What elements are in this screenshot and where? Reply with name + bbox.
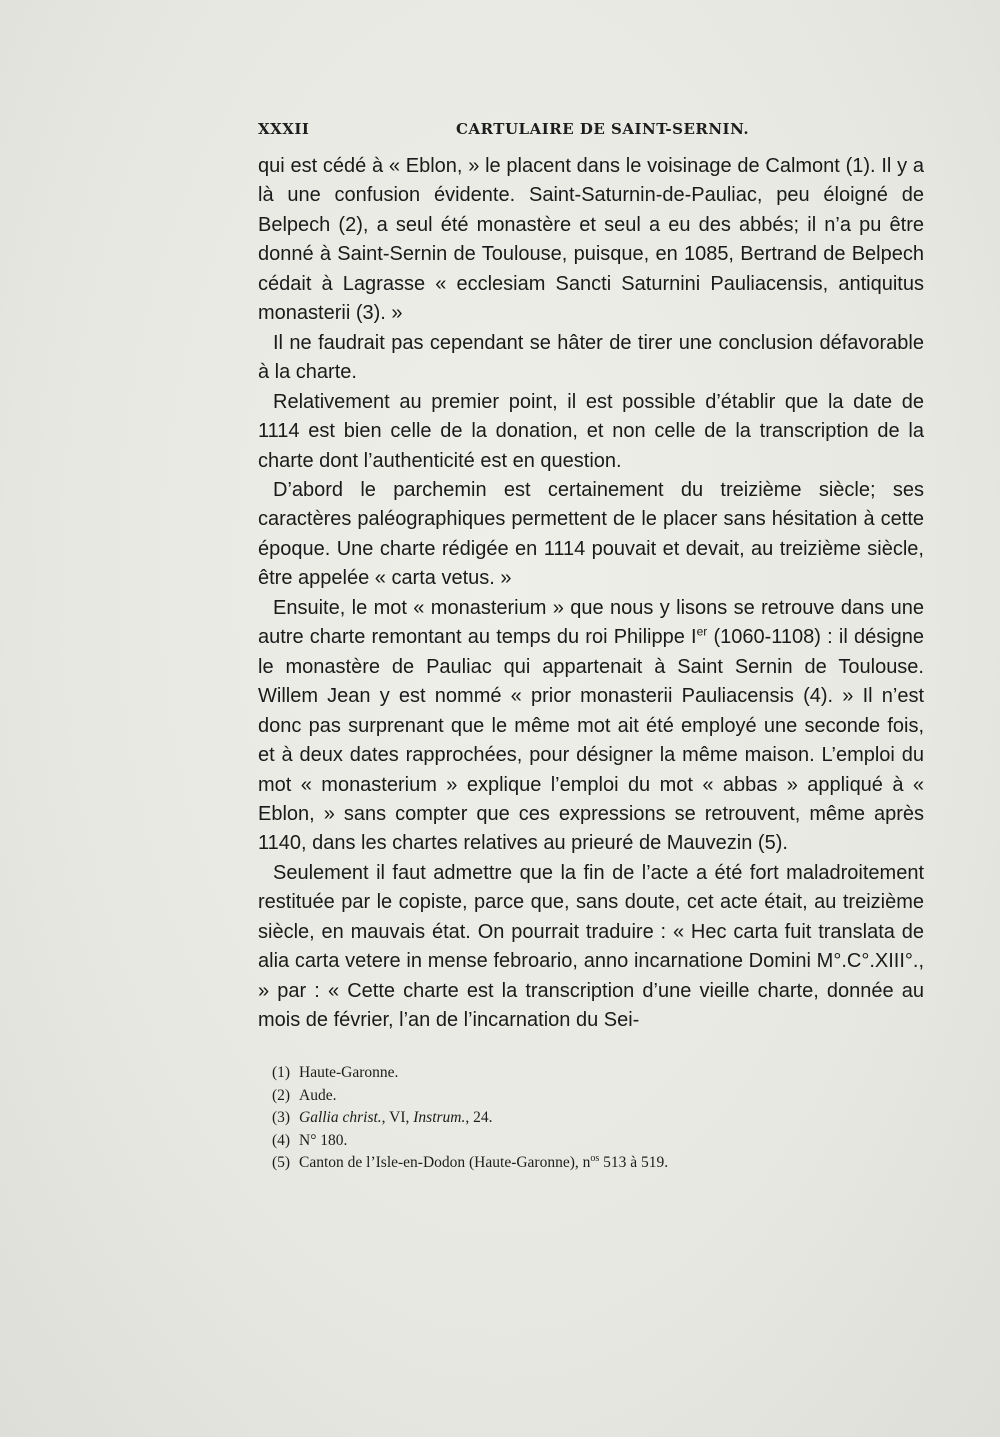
footnote-number: (5) xyxy=(272,1154,291,1171)
folio-number: XXXII xyxy=(258,120,310,138)
footnote-text-end: , 24. xyxy=(465,1109,493,1126)
footnote-text: , VI, xyxy=(381,1109,414,1126)
running-title: CARTULAIRE DE SAINT-SERNIN. xyxy=(456,120,750,138)
footnote-number: (2) xyxy=(272,1086,291,1104)
footnotes xyxy=(272,1062,922,1175)
footnote-number: (3) xyxy=(272,1109,291,1126)
paragraph-3: Relativement au premier point, il est possible d’établir que la date de 1114 est bien celle de la donation, et non celle de la transcription de la charte dont l’authenticité est en question. xyxy=(258,390,924,472)
paragraph-1: qui est cédé à « Eblon, » le placent dans le voisinage de Calmont (1). Il y a là une confusion évidente. Saint-Saturnin-de-Pauliac, peu éloigné de Belpech (2), a seul été monastère et seul a eu des abbés; il n’a pu être donné à Saint-Sernin de Toulouse, puisque, en 1085, Bertrand de Belpech cédait à Lagrasse « ecclesiam Sancti Saturnini Pauliacensis, antiquitus monasterii (3). » xyxy=(258,155,924,325)
footnote-1 xyxy=(272,1062,922,1085)
paragraph-5-part-2: (1060-1108) : il désigne le monastère de Pauliac qui appartenait à Saint Sernin de Toulouse. Willem Jean y est nommé « prior monasterii Pauliacensis (4). » Il n’est donc pas surprenant que le même mot ait été employé une seconde fois, et à deux dates rapprochées, pour désigner la même maison. L’emploi du mot « monasterium » explique l’emploi du mot « abbas » appliqué à « Eblon, » sans compter que ces expressions se retrouvent, même après 1140, dans les chartes relatives au prieuré de Mauvezin (5). xyxy=(258,626,925,855)
footnote-text-end: 513 à 519. xyxy=(599,1154,669,1171)
paragraph-4: D’abord le parchemin est certainement du treizième siècle; ses caractères paléographiques permettent de le placer sans hésitation à cette époque. Une charte rédigée en 1114 pouvait et devait, au treizième siècle, être appelée « carta vetus. » xyxy=(258,478,924,590)
footnote-4 xyxy=(272,1130,922,1153)
page-header xyxy=(258,120,924,144)
footnote-italic-section: Instrum. xyxy=(413,1109,466,1126)
main-text xyxy=(258,152,924,1036)
footnote-italic-title: Gallia christ. xyxy=(299,1109,382,1126)
paragraph-5-part-1: Ensuite, le mot « monasterium » que nous y lisons se retrouve dans une autre charte remontant au temps du roi Philippe I xyxy=(258,596,924,649)
footnote-text: Haute-Garonne. xyxy=(299,1064,399,1081)
footnote-3 xyxy=(272,1107,922,1130)
footnote-2 xyxy=(272,1085,922,1108)
paragraph-6: Seulement il faut admettre que la fin de l’acte a été fort maladroitement restituée par le copiste, parce que, sans doute, cet acte était, au treizième siècle, en mauvais état. On pourrait traduire : « Hec carta fuit translata de alia carta vetere in mense febroario, anno incarnatione Domini M°.C°.XIII°., » par : « Cette charte est la transcription d’une vieille charte, donnée au mois de février, l’an de l’incarnation du Sei- xyxy=(258,861,924,1032)
footnote-text: N° 180. xyxy=(299,1131,348,1149)
paragraph-2: Il ne faudrait pas cependant se hâter de tirer une conclusion défavorable à la charte. xyxy=(258,331,924,384)
footnote-number: (1) xyxy=(272,1064,291,1081)
footnote-text: Aude. xyxy=(299,1086,337,1104)
footnote-superscript: os xyxy=(590,1152,600,1164)
footnote-number: (4) xyxy=(272,1131,291,1149)
paragraph-5 xyxy=(258,594,924,859)
ordinal-superscript: er xyxy=(696,624,708,639)
footnote-text: Canton de l’Isle-en-Dodon (Haute-Garonne), n xyxy=(299,1154,591,1171)
footnote-5 xyxy=(272,1152,922,1175)
